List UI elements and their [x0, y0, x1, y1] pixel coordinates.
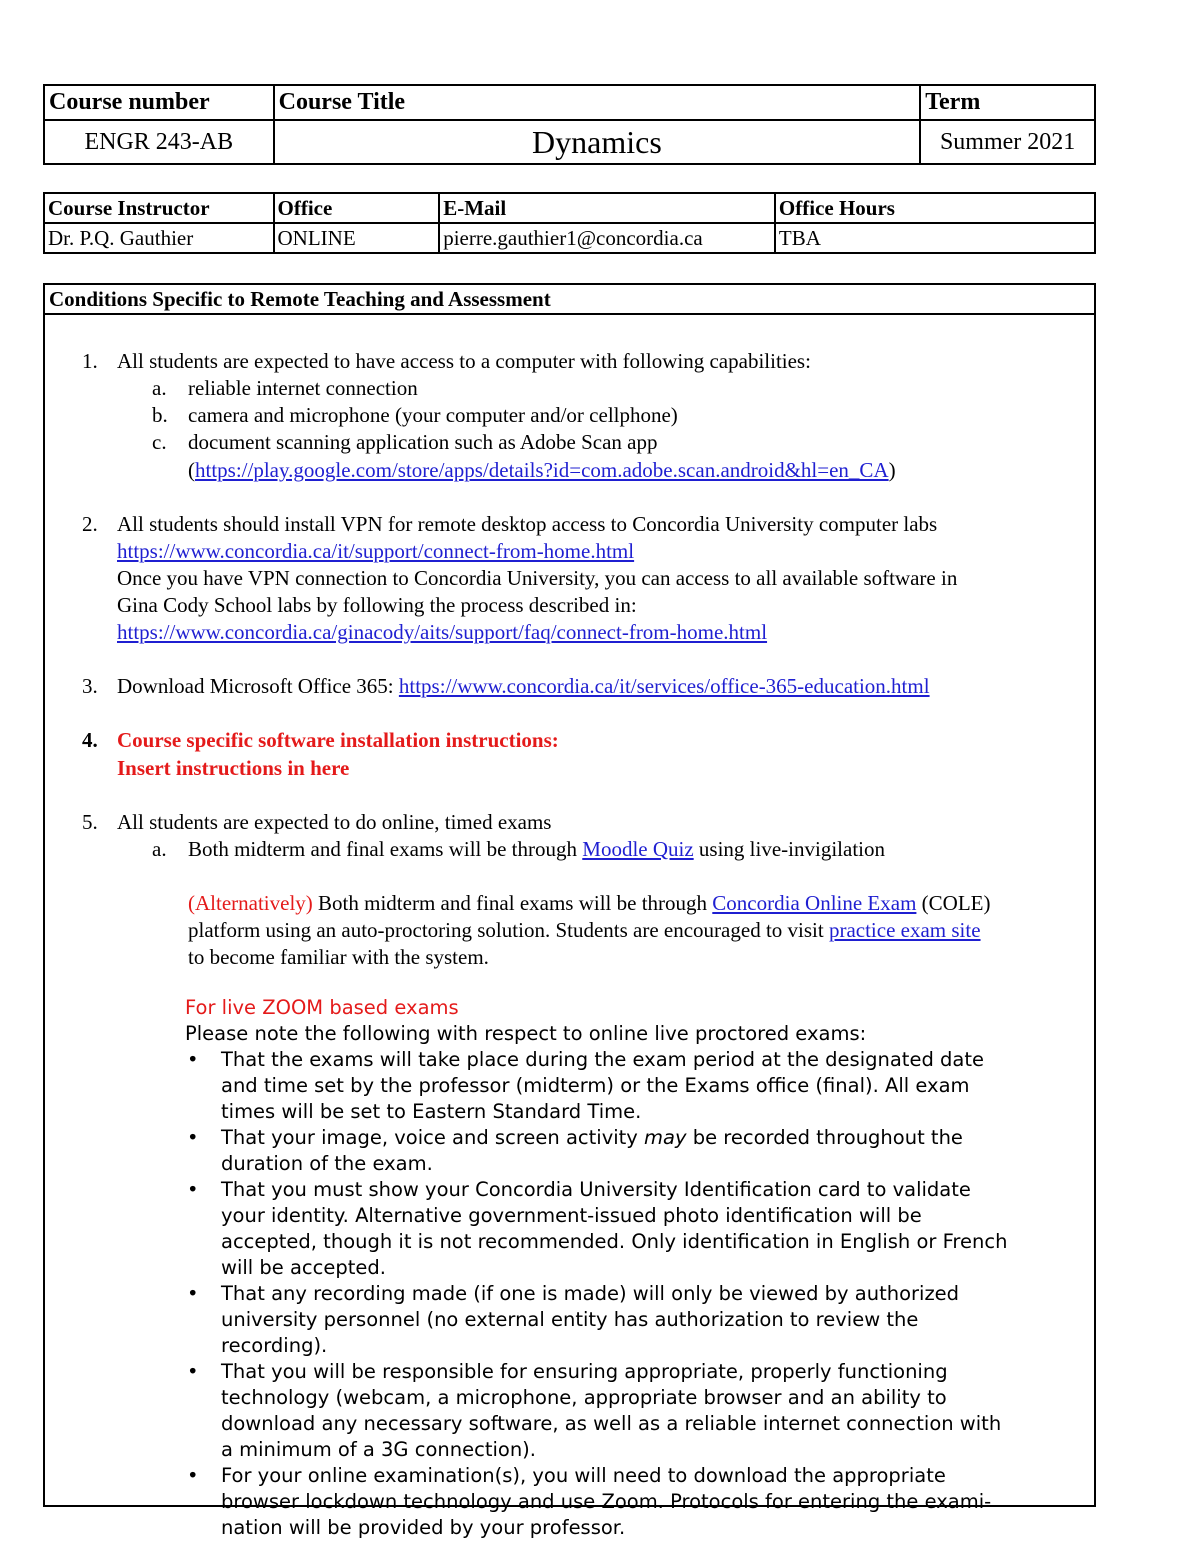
bullet-5-line3: download any necessary software, as well as a reliable internet connection with [221, 1412, 1002, 1435]
item5-a-label: a. [152, 837, 167, 861]
conditions-heading: Conditions Specific to Remote Teaching and Assessment [44, 284, 1095, 314]
vpn-connect-link[interactable]: https://www.concordia.ca/it/support/connect-from-home.html [117, 539, 635, 563]
bullet-2-italic: may [644, 1126, 687, 1149]
conditions-table [43, 283, 1096, 1539]
item1-b-label: b. [152, 403, 168, 427]
course-title-header: Course Title [274, 85, 921, 120]
bullet-1-icon: • [187, 1048, 199, 1071]
bullet-5-line4: a minimum of a 3G connection). [221, 1438, 536, 1461]
course-number-header: Course number [44, 85, 274, 120]
item3-number: 3. [82, 674, 98, 698]
item2-link1-line [117, 537, 634, 565]
alt-line3: to become familiar with the system. [188, 945, 489, 969]
item5-number: 5. [82, 810, 98, 834]
office-hours-header: Office Hours [775, 193, 1095, 223]
alt2-pre: platform using an auto-proctoring solution. Students are encouraged to visit [188, 918, 829, 942]
item1-c-link-line [188, 456, 896, 484]
item3-line [117, 672, 930, 700]
bullet-4-icon: • [187, 1282, 199, 1305]
bullet-3-icon: • [187, 1178, 199, 1201]
office-value: ONLINE [274, 223, 440, 253]
alt-line1 [188, 889, 991, 917]
bullet-6-line3: nation will be provided by your professor. [221, 1516, 626, 1539]
item1-number: 1. [82, 349, 98, 373]
item4-line2: Insert instructions in here [117, 756, 350, 780]
item1-a-text: reliable internet connection [188, 376, 418, 400]
bullet-6-line2: browser lockdown technology and use Zoom. Protocols for entering the exami- [221, 1490, 992, 1513]
bullet-3-line4: will be accepted. [221, 1256, 386, 1279]
item2-text3: Gina Cody School labs by following the process described in: [117, 593, 637, 617]
item5-a-post: using live-invigilation [693, 837, 885, 861]
item1-c-label: c. [152, 430, 167, 454]
bullet-1-line3: times will be set to Eastern Standard Time. [221, 1100, 642, 1123]
item1-a-label: a. [152, 376, 167, 400]
cole-link[interactable]: Concordia Online Exam [712, 891, 917, 915]
ginacody-connect-link[interactable]: https://www.concordia.ca/ginacody/aits/support/faq/connect-from-home.html [117, 620, 768, 644]
instructor-name: Dr. P.Q. Gauthier [44, 223, 274, 253]
practice-exam-link[interactable]: practice exam site [828, 918, 981, 942]
conditions-body-row [44, 314, 1095, 1506]
alt-post: (COLE) [916, 891, 991, 915]
item1-text: All students are expected to have access to a computer with following capabilities: [117, 349, 811, 373]
item1-b-text: camera and microphone (your computer and/or cellphone) [188, 403, 678, 427]
instructor-value-row [44, 223, 1095, 253]
office-hours-value: TBA [775, 223, 1095, 253]
bullet-2-icon: • [187, 1126, 199, 1149]
item4-line1: Course specific software installation instructions: [117, 728, 559, 752]
office-header: Office [274, 193, 440, 223]
bullet-3-line1: That you must show your Concordia University Identification card to validate [221, 1178, 971, 1201]
item3-text: Download Microsoft Office 365: [117, 674, 399, 698]
bullet-1-line1: That the exams will take place during the exam period at the designated date [221, 1048, 984, 1071]
paren-close: ) [888, 458, 896, 482]
course-term: Summer 2021 [920, 120, 1095, 164]
bullet-5-line2: technology (webcam, a microphone, appropriate browser and an ability to [221, 1386, 947, 1409]
instructor-table [43, 192, 1096, 254]
moodle-quiz-link[interactable]: Moodle Quiz [582, 837, 694, 861]
bullet-5-line1: That you will be responsible for ensuring appropriate, properly functioning [221, 1360, 948, 1383]
zoom-heading: For live ZOOM based exams [185, 996, 459, 1019]
alt-pre: Both midterm and final exams will be through [312, 891, 713, 915]
bullet-6-icon: • [187, 1464, 199, 1487]
conditions-header-row [44, 284, 1095, 314]
item2-number: 2. [82, 512, 98, 536]
alternatively-label: (Alternatively) [188, 891, 313, 915]
course-value-row [44, 120, 1095, 164]
adobe-scan-link[interactable]: https://play.google.com/store/apps/details?id=com.adobe.scan.android&hl=en_CA [195, 458, 889, 482]
email-header: E-Mail [439, 193, 775, 223]
bullet-2-line2: duration of the exam. [221, 1152, 433, 1175]
item2-text: All students should install VPN for remote desktop access to Concordia University computer labs [117, 512, 938, 536]
bullet-4-line1: That any recording made (if one is made) will only be viewed by authorized [221, 1282, 960, 1305]
item4-number: 4. [82, 728, 98, 752]
conditions-body [44, 314, 1095, 1539]
office365-link[interactable]: https://www.concordia.ca/it/services/office-365-education.html [398, 674, 930, 698]
term-header: Term [920, 85, 1095, 120]
course-header-row [44, 85, 1095, 120]
bullet-6-line1: For your online examination(s), you will need to download the appropriate [221, 1464, 946, 1487]
bullet-2-line1 [221, 1125, 963, 1151]
item2-text2: Once you have VPN connection to Concordia University, you can access to all available software in [117, 566, 958, 590]
item2-link2-line [117, 618, 767, 646]
bullet-2-post: be recorded throughout the [686, 1126, 963, 1149]
paren-open: ( [188, 458, 195, 482]
instructor-header-row [44, 193, 1095, 223]
item1-c-text: document scanning application such as Adobe Scan app [188, 430, 658, 454]
email-value: pierre.gauthier1@concordia.ca [439, 223, 775, 253]
bullet-3-line3: accepted, though it is not recommended. Only identification in English or French [221, 1230, 1008, 1253]
alt-line2 [188, 916, 981, 944]
course-info-table [43, 84, 1096, 165]
bullet-1-line2: and time set by the professor (midterm) or the Exams office (final). All exam [221, 1074, 970, 1097]
item5-a-pre: Both midterm and final exams will be through [188, 837, 583, 861]
zoom-intro: Please note the following with respect to online live proctored exams: [185, 1022, 867, 1045]
course-number: ENGR 243-AB [44, 120, 274, 164]
bullet-2-pre: That your image, voice and screen activity [221, 1126, 645, 1149]
bullet-4-line2: university personnel (no external entity has authorization to review the [221, 1308, 919, 1331]
course-title: Dynamics [274, 120, 921, 164]
instructor-header: Course Instructor [44, 193, 274, 223]
item5-text: All students are expected to do online, timed exams [117, 810, 552, 834]
bullet-3-line2: your identity. Alternative government-issued photo identification will be [221, 1204, 922, 1227]
bullet-5-icon: • [187, 1360, 199, 1383]
item5-a-line [188, 835, 885, 863]
bullet-4-line3: recording). [221, 1334, 328, 1357]
